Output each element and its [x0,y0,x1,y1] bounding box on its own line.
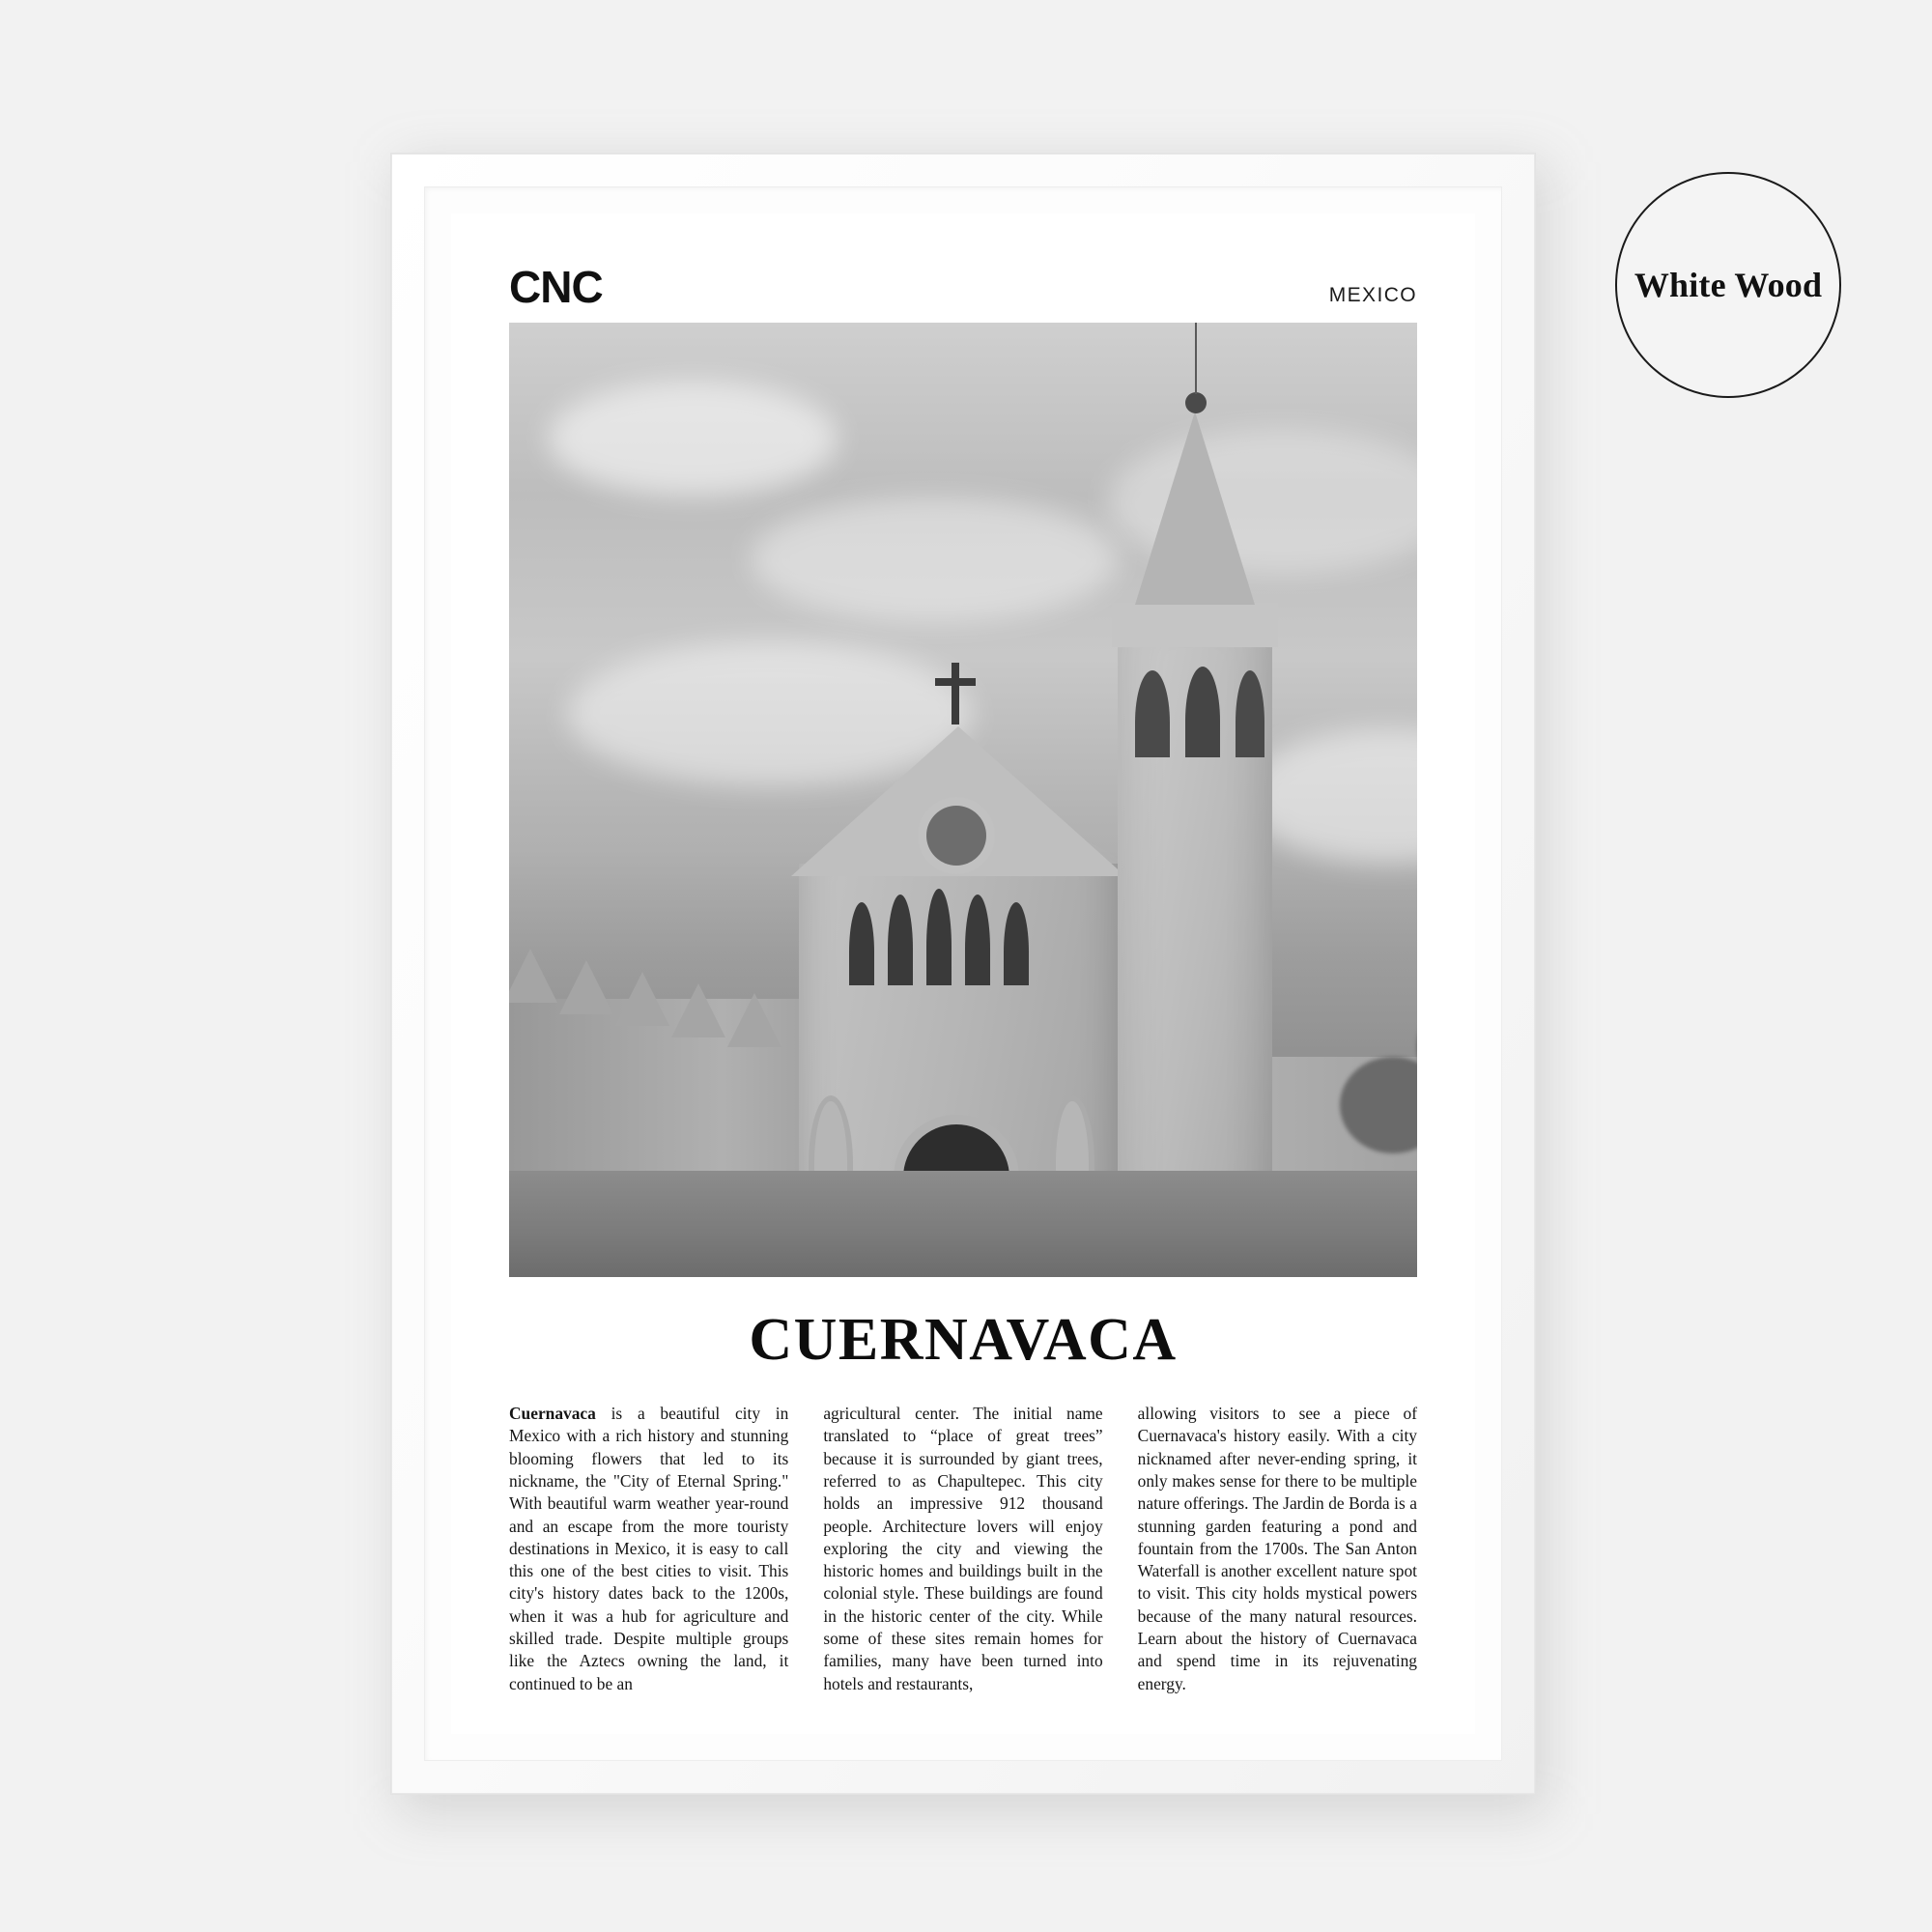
rose-window [926,806,986,866]
cloud-shape [751,497,1118,622]
frame-material-label: White Wood [1634,266,1823,304]
frame-material-badge [1615,172,1841,398]
body-lead-word: Cuernavaca [509,1403,596,1423]
wall-merlon [559,960,613,1014]
poster-title: CUERNAVACA [749,1306,1178,1373]
photo-image [509,323,1417,1277]
body-column-1 [509,1403,788,1695]
poster-mat [451,213,1475,1734]
wall-merlon [615,972,669,1026]
picture-frame [390,153,1536,1795]
poster-artwork [451,213,1475,1734]
lightning-rod [1195,323,1197,394]
poster-brand: CNC [509,262,603,313]
body-column-1-rest: is a beautiful city in Mexico with a rich history and stunning blooming flowers that led to its nickname, the "City of Eternal Spring." With beautiful warm weather year-round and an escape from the more touristy destinations in Mexico, it is easy to call this one of the best cities to visit. This city's history dates back to the 1200s, when it was a hub for agriculture and skilled trade. Despite multiple groups like the Aztecs owning the land, it continued to be an [509,1403,789,1693]
cloud-shape [548,381,838,497]
poster-country: MEXICO [1328,284,1417,307]
body-column-1-text [596,1404,611,1423]
poster-photo [509,323,1417,1277]
poster-body-text [509,1403,1417,1695]
wall-merlon [727,993,781,1047]
roof-cross-icon [952,663,959,724]
wall-merlon [671,983,725,1037]
spire-finial [1185,392,1207,413]
plaza-ground [509,1171,1417,1277]
poster-header [509,260,1417,313]
body-column-2: agricultural center. The initial name translated to “place of great trees” because it is surrounded by giant trees, referred to as Chapultepec. This city holds an impressive 912 thousand people. Architecture lovers will enjoy exploring the city and viewing the historic homes and buildings built in the colonial style. These buildings are found in the historic center of the city. While some of these sites remain homes for families, many have been turned into hotels and restaurants, [823,1403,1103,1693]
body-column-3: allowing visitors to see a piece of Cuernavaca's history easily. With a city nicknamed after never-ending spring, it only makes sense for there to be multiple nature offerings. The Jardin de Borda is a stunning garden featuring a pond and fountain from the 1700s. The San Anton Waterfall is another excellent nature spot to visit. This city holds mystical powers because of the many natural resources. Learn about the history of Cuernavaca and spend time in its rejuvenating energy. [1137,1403,1417,1693]
wall-merlon [509,949,557,1003]
belfry-cornice [1112,603,1278,647]
tower-spire [1135,412,1255,605]
